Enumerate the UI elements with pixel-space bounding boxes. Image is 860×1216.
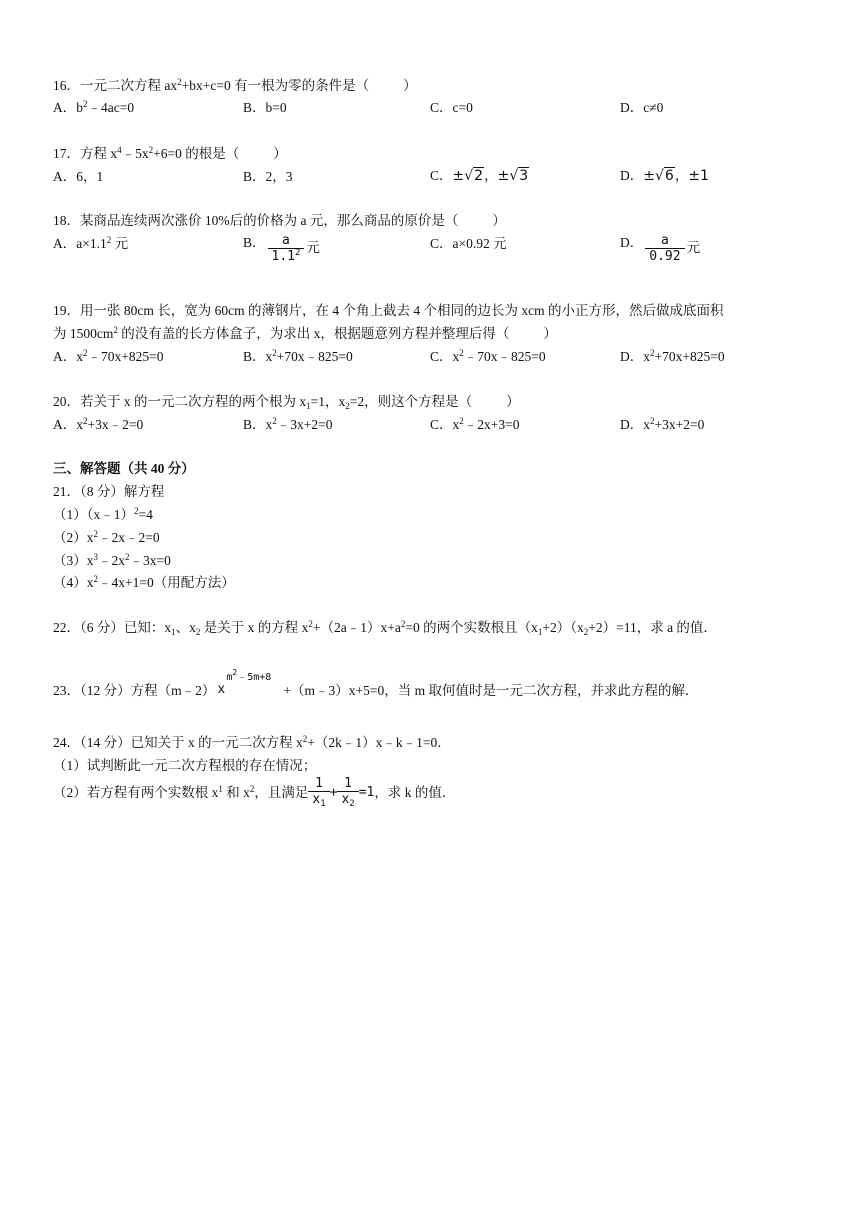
q23-stem: 23．（12 分）方程（m﹣2） x $m^2﹣5m+8$ +（m﹣3）x+5=0，当 m 取何值时是一元二次方程，并求此方程的解． [53, 668, 699, 698]
q17-option-d: D．±√6，±1 [620, 168, 709, 184]
q24-part-2: （2）若方程有两个实数根 $x_1$ 和 $x_2$，且满足 $\frac{1}{x_1}$ + $\frac{1}{x_2}$ =1，求 k 的值． [53, 776, 456, 809]
q18-option-d: D． $\frac{a}{0.92}$ 元 [620, 233, 701, 264]
q19-option-d: D．$x^2+70x+825=0$ [620, 348, 725, 364]
q24-stem: 24．（14 分）已知关于 x 的一元二次方程 $x^2+(2k﹣1)x﹣k﹣1=0$． [53, 734, 451, 750]
q18-b-fraction: $\frac{a}{1.1^2}$ [268, 233, 305, 265]
q18-d-fraction: $\frac{a}{0.92}$ [645, 233, 684, 265]
q18-option-c: C．a×0.92 元 [430, 236, 507, 251]
q24-fraction-2: $\frac{1}{x_2}$ [337, 776, 358, 808]
q20-stem: 20．若关于 x 的一元二次方程的两个根为 $x_1=1$，$x_2=2$，则这个方程是（ ） [53, 394, 520, 411]
q17-option-a: A．6，1 [53, 169, 104, 184]
q21-part-4: $(4)x^2﹣4x+1=0$（用配方法） [53, 574, 235, 590]
q20-option-b: B．$x^2﹣3x+2=0$ [243, 416, 333, 432]
q21-part-3: $(3)x^3﹣2x^2﹣3x=0$ [53, 552, 171, 568]
section-heading: 三、解答题（共 40 分） [53, 461, 195, 476]
q21-part-2: $(2)x^2﹣2x﹣2=0$ [53, 529, 160, 545]
q20-option-c: C．$x^2﹣2x+3=0$ [430, 416, 520, 432]
q19-stem-line1: 19．用一张 80cm 长，宽为 60cm 的薄钢片，在 4 个角上截去 4 个相同的边长为 xcm 的小正方形，然后做成底面积 [53, 303, 724, 318]
q19-option-c: C．$x^2﹣70x﹣825=0$ [430, 348, 546, 364]
q16-stem: 16．一元二次方程 $ax^2+bx+c=0$ 有一根为零的条件是（ ） [53, 77, 417, 93]
q18-option-a: A．$a\times 1.1^2$ 元 [53, 235, 129, 251]
q17-option-b: B．2，3 [243, 169, 293, 184]
q23-power-expression: x $m^2﹣5m+8$ [217, 668, 272, 697]
q16-option-d: D．c≠0 [620, 100, 664, 115]
q19-option-a: A．$x^2﹣70x+825=0$ [53, 348, 164, 364]
q20-option-a: A．$x^2+3x﹣2=0$ [53, 416, 144, 432]
q16-option-b: B．b=0 [243, 100, 287, 115]
q17-option-c: C．±√2，±√3 [430, 168, 529, 184]
q16-option-a: A．$b^2﹣4ac=0$ [53, 99, 135, 115]
q16-option-c: C．c=0 [430, 100, 473, 115]
q24-part-1: （1）试判断此一元二次方程根的存在情况； [53, 758, 317, 773]
q21-part-1: （1）（x﹣1）$^2$=4 [53, 506, 153, 522]
q18-stem: 18．某商品连续两次涨价 10%后的价格为 a 元，那么商品的原价是（ ） [53, 213, 506, 228]
q24-fraction-1: $\frac{1}{x_1}$ [308, 776, 329, 808]
q19-stem-line2: 为 $1500cm^2$ 的没有盖的长方体盒子，为求出 x，根据题意列方程并整理后得（ ） [53, 325, 557, 341]
q22-stem: 22．（6 分）已知：$x_1$、$x_2$ 是关于 x 的方程 $x^2+(2a﹣1)x+a^2=0$ 的两个实数根且$(x_1+2)(x_2+2)=11$，求 a 的值． [53, 619, 717, 637]
q19-option-b: B．$x^2+70x﹣825=0$ [243, 348, 353, 364]
q20-option-d: D．$x^2+3x+2=0$ [620, 416, 705, 432]
q18-option-b: B． $\frac{a}{1.1^2}$ 元 [243, 233, 320, 264]
q21-title: 21．（8 分）解方程 [53, 484, 165, 499]
q17-stem: 17．方程 $x^4﹣5x^2+6=0$ 的根是（ ） [53, 145, 287, 161]
